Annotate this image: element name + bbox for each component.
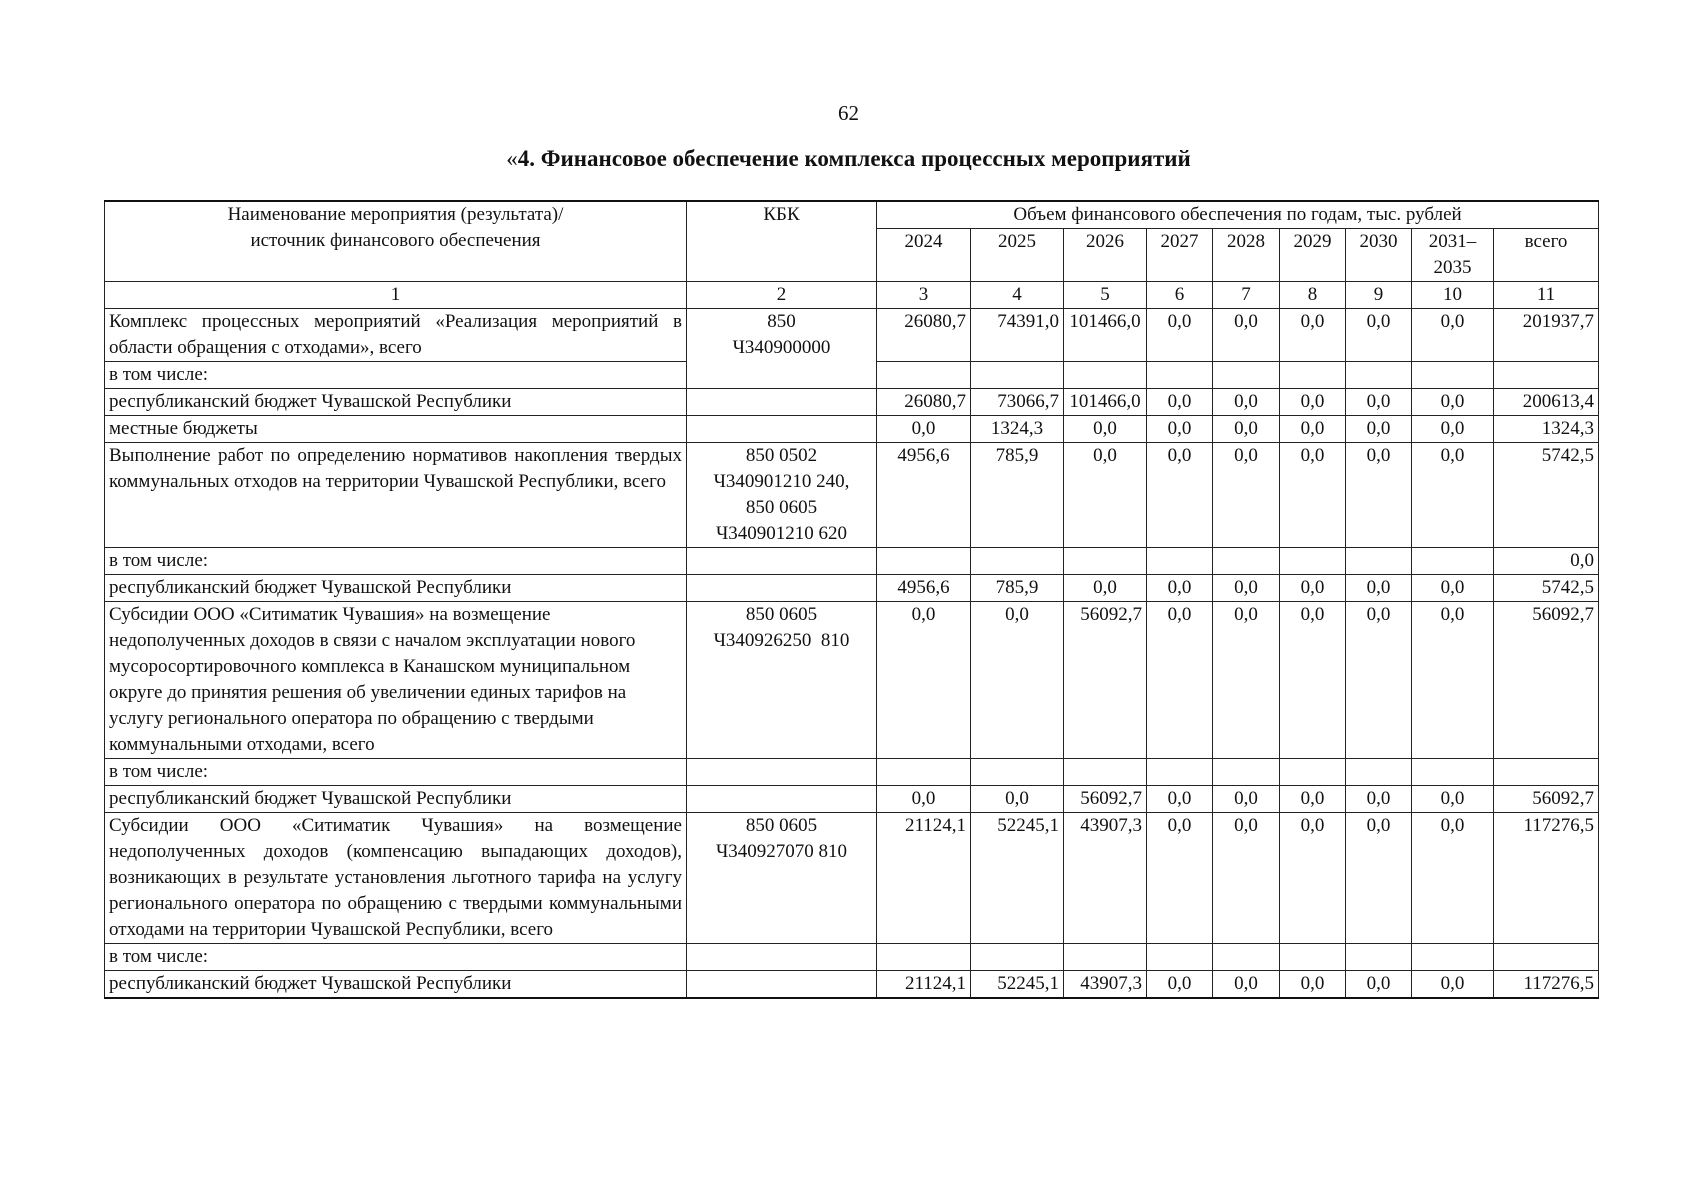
table-row <box>105 309 1599 362</box>
row-name: в том числе: <box>105 548 687 575</box>
table-row <box>105 602 1599 759</box>
empty-cell <box>971 548 1064 575</box>
value-2031-2035: 0,0 <box>1412 443 1494 548</box>
value-2031-2035: 0,0 <box>1412 309 1494 362</box>
value-total: 5742,5 <box>1494 575 1599 602</box>
value-2030: 0,0 <box>1346 309 1412 362</box>
value-2025: 52245,1 <box>971 971 1064 999</box>
title-text: 4. Финансовое обеспечение комплекса процессных мероприятий <box>517 146 1191 171</box>
value-2025: 74391,0 <box>971 309 1064 362</box>
colnum-11: 11 <box>1494 282 1599 309</box>
value-2030: 0,0 <box>1346 971 1412 999</box>
row-kbk <box>687 813 877 944</box>
header-year-2026: 2026 <box>1064 229 1147 282</box>
row-name: местные бюджеты <box>105 416 687 443</box>
empty-cell <box>971 759 1064 786</box>
value-2025: 785,9 <box>971 443 1064 548</box>
value-2027: 0,0 <box>1147 443 1213 548</box>
header-year-2025: 2025 <box>971 229 1064 282</box>
value-total: 5742,5 <box>1494 443 1599 548</box>
row-kbk <box>687 309 877 389</box>
empty-cell <box>1280 548 1346 575</box>
row-name: в том числе: <box>105 944 687 971</box>
table-row <box>105 944 1599 971</box>
empty-cell <box>1213 944 1280 971</box>
empty-cell <box>1280 362 1346 389</box>
value-2024: 26080,7 <box>877 389 971 416</box>
value-2028: 0,0 <box>1213 971 1280 999</box>
value-2025: 52245,1 <box>971 813 1064 944</box>
value-2029: 0,0 <box>1280 389 1346 416</box>
value-2026: 101466,0 <box>1064 389 1147 416</box>
empty-cell <box>1213 548 1280 575</box>
value-2031-2035: 0,0 <box>1412 389 1494 416</box>
value-total: 56092,7 <box>1494 786 1599 813</box>
header-total: всего <box>1494 229 1599 282</box>
value-total: 117276,5 <box>1494 813 1599 944</box>
value-2024: 26080,7 <box>877 309 971 362</box>
empty-cell <box>1412 759 1494 786</box>
row-name: республиканский бюджет Чувашской Республики <box>105 575 687 602</box>
value-total: 1324,3 <box>1494 416 1599 443</box>
header-year-2027: 2027 <box>1147 229 1213 282</box>
row-kbk <box>687 443 877 548</box>
value-2024: 21124,1 <box>877 813 971 944</box>
value-2027: 0,0 <box>1147 309 1213 362</box>
empty-cell <box>687 944 877 971</box>
empty-cell <box>1412 548 1494 575</box>
value-2030: 0,0 <box>1346 786 1412 813</box>
value-2030: 0,0 <box>1346 813 1412 944</box>
value-2025: 73066,7 <box>971 389 1064 416</box>
financing-table <box>104 200 1599 999</box>
section-title <box>0 146 1697 172</box>
value-2026: 0,0 <box>1064 443 1147 548</box>
value-2029: 0,0 <box>1280 309 1346 362</box>
kbk-line: 850 0502 <box>745 445 818 466</box>
value-2025: 0,0 <box>971 602 1064 759</box>
colnum-10: 10 <box>1412 282 1494 309</box>
value-2024: 21124,1 <box>877 971 971 999</box>
value-2027: 0,0 <box>1147 786 1213 813</box>
kbk-line: Ч340901210 240, <box>713 471 850 492</box>
value-total: 201937,7 <box>1494 309 1599 362</box>
value-2029: 0,0 <box>1280 416 1346 443</box>
header-year-2028: 2028 <box>1213 229 1280 282</box>
kbk-line: Ч340927070 810 <box>715 841 848 862</box>
header-row-1 <box>105 201 1599 229</box>
value-2031-2035: 0,0 <box>1412 602 1494 759</box>
row-name: Субсидии ООО «Ситиматик Чувашия» на возмещение недополученных доходов (компенсацию выпадающих доходов), возникающих в результате установления льготного тарифа на услугу регионального оператора по обращению с твердыми коммунальными отходами на территории Чувашской Республики, всего <box>105 813 687 944</box>
value-total: 56092,7 <box>1494 602 1599 759</box>
table-row <box>105 759 1599 786</box>
title-open-quote: « <box>506 146 518 171</box>
empty-cell <box>1346 548 1412 575</box>
value-2026: 101466,0 <box>1064 309 1147 362</box>
colnum-8: 8 <box>1280 282 1346 309</box>
row-kbk <box>687 971 877 999</box>
value-2028: 0,0 <box>1213 602 1280 759</box>
value-2030: 0,0 <box>1346 602 1412 759</box>
header-name-line1: Наименование мероприятия (результата)/ <box>227 204 564 225</box>
row-kbk <box>687 416 877 443</box>
value-2031-2035: 0,0 <box>1412 416 1494 443</box>
row-name: республиканский бюджет Чувашской Республики <box>105 786 687 813</box>
empty-cell <box>877 548 971 575</box>
value-2028: 0,0 <box>1213 575 1280 602</box>
value-2028: 0,0 <box>1213 389 1280 416</box>
empty-cell <box>1346 362 1412 389</box>
header-year-2029: 2029 <box>1280 229 1346 282</box>
value-2029: 0,0 <box>1280 575 1346 602</box>
empty-cell <box>971 944 1064 971</box>
value-total: 117276,5 <box>1494 971 1599 999</box>
empty-cell <box>687 759 877 786</box>
value-2030: 0,0 <box>1346 575 1412 602</box>
empty-cell <box>877 759 971 786</box>
value-2025: 1324,3 <box>971 416 1064 443</box>
empty-cell <box>1412 944 1494 971</box>
colnum-6: 6 <box>1147 282 1213 309</box>
table-row <box>105 389 1599 416</box>
empty-cell <box>1280 759 1346 786</box>
value-2031-2035: 0,0 <box>1412 813 1494 944</box>
empty-cell <box>1064 944 1147 971</box>
empty-cell <box>1346 759 1412 786</box>
value-2028: 0,0 <box>1213 786 1280 813</box>
kbk-line: Ч340926250 810 <box>713 630 850 651</box>
value-2024: 4956,6 <box>877 443 971 548</box>
value-2026: 43907,3 <box>1064 813 1147 944</box>
header-year-2024: 2024 <box>877 229 971 282</box>
value-2029: 0,0 <box>1280 813 1346 944</box>
colnum-3: 3 <box>877 282 971 309</box>
empty-cell <box>1064 759 1147 786</box>
value-2028: 0,0 <box>1213 309 1280 362</box>
empty-cell <box>877 944 971 971</box>
row-name: в том числе: <box>105 362 687 389</box>
empty-cell <box>687 548 877 575</box>
value-2028: 0,0 <box>1213 813 1280 944</box>
table-row <box>105 971 1599 999</box>
value-2027: 0,0 <box>1147 575 1213 602</box>
value-2029: 0,0 <box>1280 971 1346 999</box>
empty-cell <box>1346 944 1412 971</box>
value-2031-2035: 0,0 <box>1412 575 1494 602</box>
empty-cell <box>1064 362 1147 389</box>
row-name: Субсидии ООО «Ситиматик Чувашия» на возмещение недополученных доходов в связи с началом эксплуатации нового мусоросортировочного комплекса в Канашском муниципальном округе до принятия решения об увеличении единых тарифов на услугу регионального оператора по обращению с твердыми коммунальными отходами, всего <box>105 602 687 759</box>
kbk-line: 850 <box>767 311 796 332</box>
row-kbk <box>687 389 877 416</box>
value-2031-2035: 0,0 <box>1412 786 1494 813</box>
header-year-2030: 2030 <box>1346 229 1412 282</box>
empty-cell <box>1213 362 1280 389</box>
colnum-5: 5 <box>1064 282 1147 309</box>
table-row <box>105 416 1599 443</box>
value-2027: 0,0 <box>1147 813 1213 944</box>
value-2027: 0,0 <box>1147 602 1213 759</box>
kbk-line: 850 0605 <box>745 815 818 836</box>
empty-cell <box>1213 759 1280 786</box>
column-number-row <box>105 282 1599 309</box>
kbk-line: 850 0605 <box>745 604 818 625</box>
empty-cell <box>1280 944 1346 971</box>
value-2029: 0,0 <box>1280 443 1346 548</box>
value-2030: 0,0 <box>1346 416 1412 443</box>
value-2026: 0,0 <box>1064 416 1147 443</box>
header-volume-cell: Объем финансового обеспечения по годам, тыс. рублей <box>877 201 1599 229</box>
kbk-line: 850 0605 <box>745 497 818 518</box>
value-total: 200613,4 <box>1494 389 1599 416</box>
empty-cell <box>971 362 1064 389</box>
table-row <box>105 548 1599 575</box>
header-year-2031-2035: 2031–2035 <box>1412 229 1494 282</box>
row-name: республиканский бюджет Чувашской Республики <box>105 971 687 999</box>
value-2025: 0,0 <box>971 786 1064 813</box>
empty-cell <box>1494 362 1599 389</box>
value-2030: 0,0 <box>1346 443 1412 548</box>
value-2026: 56092,7 <box>1064 602 1147 759</box>
row-name: Выполнение работ по определению нормативов накопления твердых коммунальных отходов на территории Чувашской Республики, всего <box>105 443 687 548</box>
kbk-line: Ч340901210 620 <box>715 523 848 544</box>
value-2024: 0,0 <box>877 602 971 759</box>
value-2028: 0,0 <box>1213 416 1280 443</box>
row-kbk <box>687 602 877 759</box>
empty-cell <box>1494 759 1599 786</box>
value-total: 0,0 <box>1494 548 1599 575</box>
empty-cell <box>1147 548 1213 575</box>
value-2024: 0,0 <box>877 786 971 813</box>
value-2026: 0,0 <box>1064 575 1147 602</box>
value-2030: 0,0 <box>1346 389 1412 416</box>
empty-cell <box>1494 944 1599 971</box>
row-kbk <box>687 786 877 813</box>
value-2024: 4956,6 <box>877 575 971 602</box>
row-name: в том числе: <box>105 759 687 786</box>
page-number: 62 <box>838 101 859 125</box>
value-2026: 43907,3 <box>1064 971 1147 999</box>
value-2027: 0,0 <box>1147 389 1213 416</box>
value-2029: 0,0 <box>1280 602 1346 759</box>
empty-cell <box>877 362 971 389</box>
kbk-line: Ч340900000 <box>732 337 831 358</box>
empty-cell <box>1147 944 1213 971</box>
value-2027: 0,0 <box>1147 971 1213 999</box>
header-name-line2: источник финансового обеспечения <box>250 230 541 251</box>
empty-cell <box>1147 759 1213 786</box>
colnum-1: 1 <box>105 282 687 309</box>
colnum-7: 7 <box>1213 282 1280 309</box>
table-row <box>105 813 1599 944</box>
empty-cell <box>1064 548 1147 575</box>
header-name-cell <box>105 201 687 282</box>
colnum-2: 2 <box>687 282 877 309</box>
table-row <box>105 443 1599 548</box>
value-2028: 0,0 <box>1213 443 1280 548</box>
value-2024: 0,0 <box>877 416 971 443</box>
colnum-4: 4 <box>971 282 1064 309</box>
colnum-9: 9 <box>1346 282 1412 309</box>
empty-cell <box>1412 362 1494 389</box>
table-row <box>105 575 1599 602</box>
table-row <box>105 786 1599 813</box>
row-name: республиканский бюджет Чувашской Республики <box>105 389 687 416</box>
value-2031-2035: 0,0 <box>1412 971 1494 999</box>
row-kbk <box>687 575 877 602</box>
value-2027: 0,0 <box>1147 416 1213 443</box>
value-2026: 56092,7 <box>1064 786 1147 813</box>
row-name: Комплекс процессных мероприятий «Реализация мероприятий в области обращения с отходами», всего <box>105 309 687 362</box>
value-2025: 785,9 <box>971 575 1064 602</box>
empty-cell <box>1147 362 1213 389</box>
value-2029: 0,0 <box>1280 786 1346 813</box>
header-kbk-cell: КБК <box>687 201 877 282</box>
